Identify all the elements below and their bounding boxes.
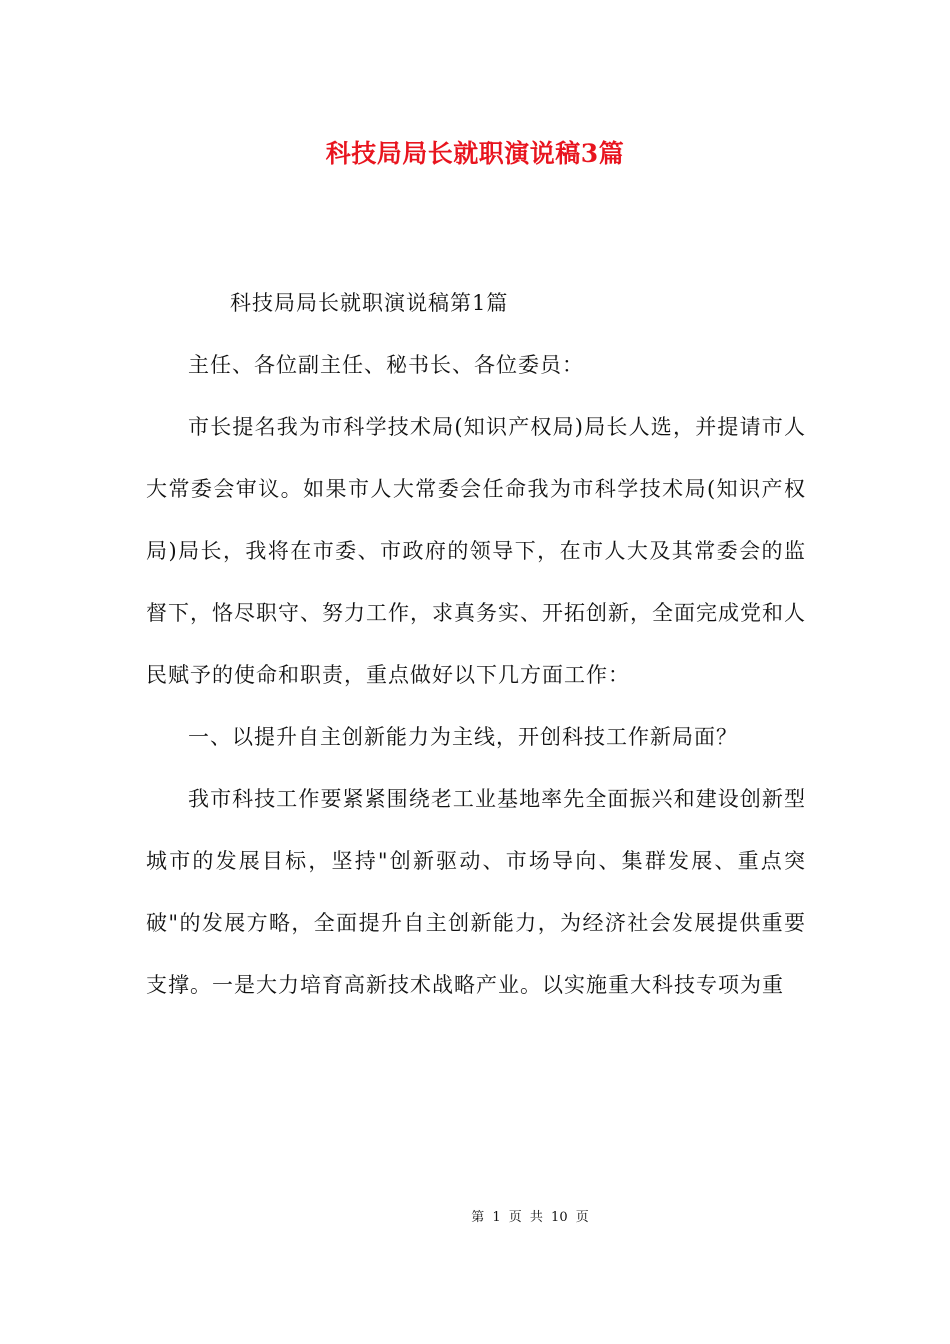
body-paragraph: 我市科技工作要紧紧围绕老工业基地率先全面振兴和建设创新型城市的发展目标，坚持"创新驱动、市场导向、集群发展、重点突破"的发展方略，全面提升自主创新能力，为经济社会发展提供重要支撑。一是大力培育高新技术战略产业。以实施重大科技专项为重 bbox=[146, 787, 806, 997]
section-heading: 科技局局长就职演说稿第1篇 bbox=[230, 291, 509, 315]
document-title: 科技局局长就职演说稿3篇 bbox=[325, 139, 625, 168]
document-body bbox=[146, 272, 806, 1016]
page-footer: 第 1 页 共 10 页 bbox=[471, 1210, 589, 1225]
salutation: 主任、各位副主任、秘书长、各位委员： bbox=[188, 353, 584, 377]
point-heading: 一、以提升自主创新能力为主线，开创科技工作新局面？ bbox=[188, 725, 738, 749]
body-paragraph: 市长提名我为市科学技术局(知识产权局)局长人选，并提请市人大常委会审议。如果市人大常委会任命我为市科学技术局(知识产权局)局长，我将在市委、市政府的领导下，在市人大及其常委会的监督下，恪尽职守、努力工作，求真务实、开拓创新，全面完成党和人民赋予的使命和职责，重点做好以下几方面工作： bbox=[146, 415, 806, 687]
